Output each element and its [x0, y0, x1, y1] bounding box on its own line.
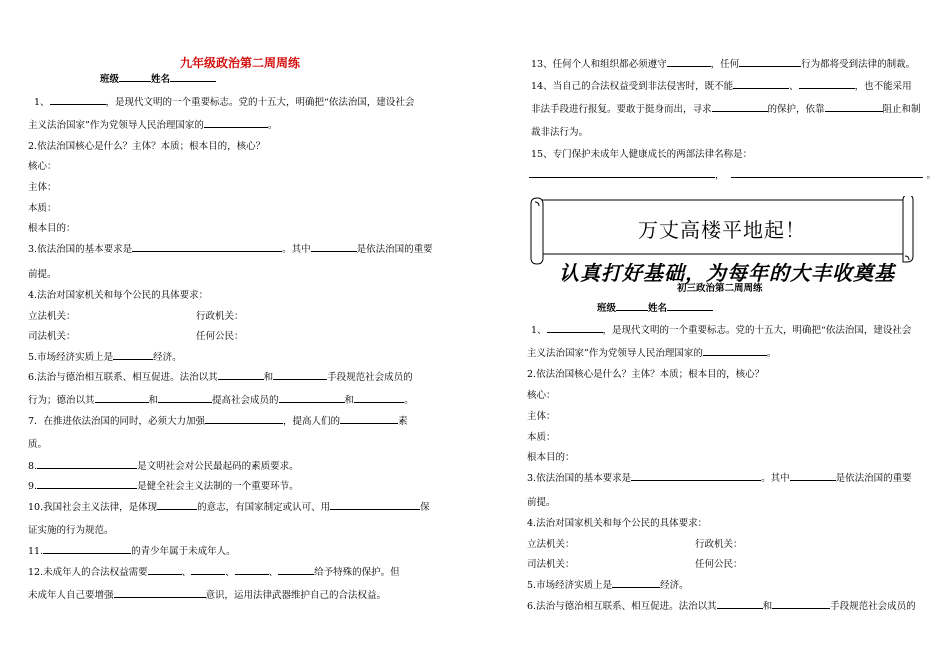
- requirements-row-2: 司法机关： 任何公民：: [28, 331, 244, 342]
- answer-blank[interactable]: [790, 470, 836, 481]
- answer-blank[interactable]: [739, 56, 801, 67]
- answer-blank[interactable]: [204, 117, 268, 128]
- question-11: 11. 的青少年属于未成年人。: [28, 543, 236, 557]
- question-3-line-1: 3.依法治国的基本要求是 。其中 是依法治国的重要: [527, 470, 912, 484]
- answer-blank[interactable]: [191, 564, 225, 575]
- question-7-line-2: 质。: [28, 439, 48, 450]
- answer-blank[interactable]: [132, 241, 282, 252]
- answer-blank[interactable]: [717, 598, 763, 609]
- name-blank[interactable]: [170, 71, 216, 82]
- question-1-line-1: 1、 ，是现代文明的一个重要标志。党的十五大，明确把“依法治国，建设社会: [531, 322, 911, 336]
- answer-blank[interactable]: [311, 241, 357, 252]
- answer-blank[interactable]: [825, 101, 883, 112]
- answer-blank[interactable]: [731, 167, 923, 178]
- class-name-row: [100, 71, 216, 85]
- question-12-line-2: 未成年人自己要增强 意识，运用法律武器维护自己的合法权益。: [28, 587, 386, 601]
- question-3-line-2: 前提。: [28, 269, 57, 280]
- question-4: 4.法治对国家机关和每个公民的具体要求：: [527, 518, 708, 529]
- class-blank[interactable]: [616, 300, 648, 311]
- answer-blank[interactable]: [37, 478, 137, 489]
- question-6-line-2: 行为；德治以其 和 提高社会成员的 和 。: [28, 392, 414, 406]
- class-name-row-2: 班级 姓名: [597, 300, 713, 314]
- answer-blank[interactable]: [547, 322, 603, 333]
- question-3-line-1: 3.依法治国的基本要求是 。其中 是依法治国的重要: [28, 241, 433, 255]
- question-10-line-1: 10.我国社会主义法律，是体现 的意志，有国家制定或认可、用 保: [28, 499, 430, 513]
- question-5: 5.市场经济实质上是 经济。: [28, 349, 182, 363]
- question-3-line-2: 前提。: [527, 497, 556, 508]
- answer-blank[interactable]: [733, 78, 789, 89]
- name-blank[interactable]: [667, 300, 713, 311]
- worksheet-title-2: 初三政治第二周周练: [677, 283, 763, 294]
- question-9: 9. 是健全社会主义法制的一个重要环节。: [28, 478, 299, 492]
- question-8: 8. 是文明社会对公民最起码的素质要求。: [28, 458, 299, 472]
- question-15-answers: ， 。: [529, 167, 936, 181]
- question-2: 2.依法治国核心是什么？主体？本质；根本目的，核心？: [28, 141, 266, 152]
- subject-label: 主体：: [28, 182, 57, 193]
- answer-blank[interactable]: [114, 587, 206, 598]
- answer-blank[interactable]: [113, 349, 153, 360]
- subject-label: 主体：: [527, 411, 556, 422]
- worksheet-title: 九年级政治第二周周练: [180, 56, 301, 70]
- core-label: 核心：: [28, 161, 57, 172]
- answer-blank[interactable]: [712, 101, 768, 112]
- purpose-label: 根本目的：: [527, 452, 575, 463]
- banner-line-1: 万丈高楼平地起！: [638, 218, 806, 242]
- question-14-line-1: 14、当自己的合法权益受到非法侵害时，既不能 、 ，也不能采用: [531, 78, 912, 92]
- answer-blank[interactable]: [631, 470, 761, 481]
- answer-blank[interactable]: [703, 345, 767, 356]
- answer-blank[interactable]: [148, 564, 182, 575]
- answer-blank[interactable]: [279, 392, 345, 403]
- essence-label: 本质：: [28, 203, 57, 214]
- class-blank[interactable]: [119, 71, 151, 82]
- question-13: 13、任何个人和组织都必须遵守 ，任何 行为都将受到法律的制裁。: [531, 56, 915, 70]
- question-14-line-3: 裁非法行为。: [531, 127, 589, 138]
- question-4: 4.法治对国家机关和每个公民的具体要求：: [28, 290, 209, 301]
- answer-blank[interactable]: [667, 56, 711, 67]
- answer-blank[interactable]: [273, 369, 327, 380]
- answer-blank[interactable]: [529, 167, 715, 178]
- answer-blank[interactable]: [95, 392, 149, 403]
- question-14-line-2: 非法手段进行报复。要敢于挺身而出，寻求 的保护，依靠 阻止和制: [531, 101, 921, 115]
- answer-blank[interactable]: [330, 499, 420, 510]
- question-7-line-1: 7．在推进依法治国的同时，必须大力加强 ，提高人们的 素: [28, 413, 408, 427]
- core-label: 核心：: [527, 390, 556, 401]
- answer-blank[interactable]: [278, 564, 314, 575]
- answer-blank[interactable]: [772, 598, 830, 609]
- question-6-line-1: 6.法治与德治相互联系、相互促进。法治以其 和 手段规范社会成员的: [28, 369, 413, 383]
- banner-line-2: 认真打好基础，为每年的大丰收奠基: [559, 261, 895, 285]
- question-12-line-1: 12.未成年人的合法权益需要 、 、 、 给予特殊的保护。但: [28, 564, 400, 578]
- question-10-line-2: 证实施的行为规范。: [28, 525, 114, 536]
- purpose-label: 根本目的：: [28, 223, 76, 234]
- question-1-line-2: 主义法治国家”作为党领导人民治理国家的 。: [527, 345, 776, 359]
- question-6-line-1: 6.法治与德治相互联系、相互促进。法治以其 和 手段规范社会成员的: [527, 598, 916, 612]
- answer-blank[interactable]: [612, 577, 660, 588]
- answer-blank[interactable]: [218, 369, 264, 380]
- answer-blank[interactable]: [158, 392, 212, 403]
- answer-blank[interactable]: [340, 413, 398, 424]
- name-label: 姓名: [151, 74, 171, 85]
- requirements-row-1: 立法机关： 行政机关：: [527, 539, 743, 550]
- answer-blank[interactable]: [50, 94, 106, 105]
- motto-scroll-banner: [527, 196, 917, 285]
- answer-blank[interactable]: [354, 392, 404, 403]
- question-15: 15、专门保护未成年人健康成长的两部法律名称是：: [531, 149, 753, 160]
- answer-blank[interactable]: [235, 564, 269, 575]
- question-1-line-1: 1、 ，是现代文明的一个重要标志。党的十五大，明确把“依法治国，建设社会: [34, 94, 414, 108]
- answer-blank[interactable]: [205, 413, 283, 424]
- answer-blank[interactable]: [43, 543, 131, 554]
- requirements-row-1: 立法机关： 行政机关：: [28, 311, 244, 322]
- requirements-row-2: 司法机关： 任何公民：: [527, 559, 743, 570]
- question-1-line-2: 主义法治国家”作为党领导人民治理国家的 。: [28, 117, 277, 131]
- answer-blank[interactable]: [37, 458, 137, 469]
- answer-blank[interactable]: [157, 499, 197, 510]
- class-label: 班级: [100, 74, 120, 85]
- question-5: 5.市场经济实质上是 经济。: [527, 577, 689, 591]
- answer-blank[interactable]: [799, 78, 855, 89]
- essence-label: 本质：: [527, 432, 556, 443]
- question-2: 2.依法治国核心是什么？主体？本质；根本目的，核心？: [527, 369, 765, 380]
